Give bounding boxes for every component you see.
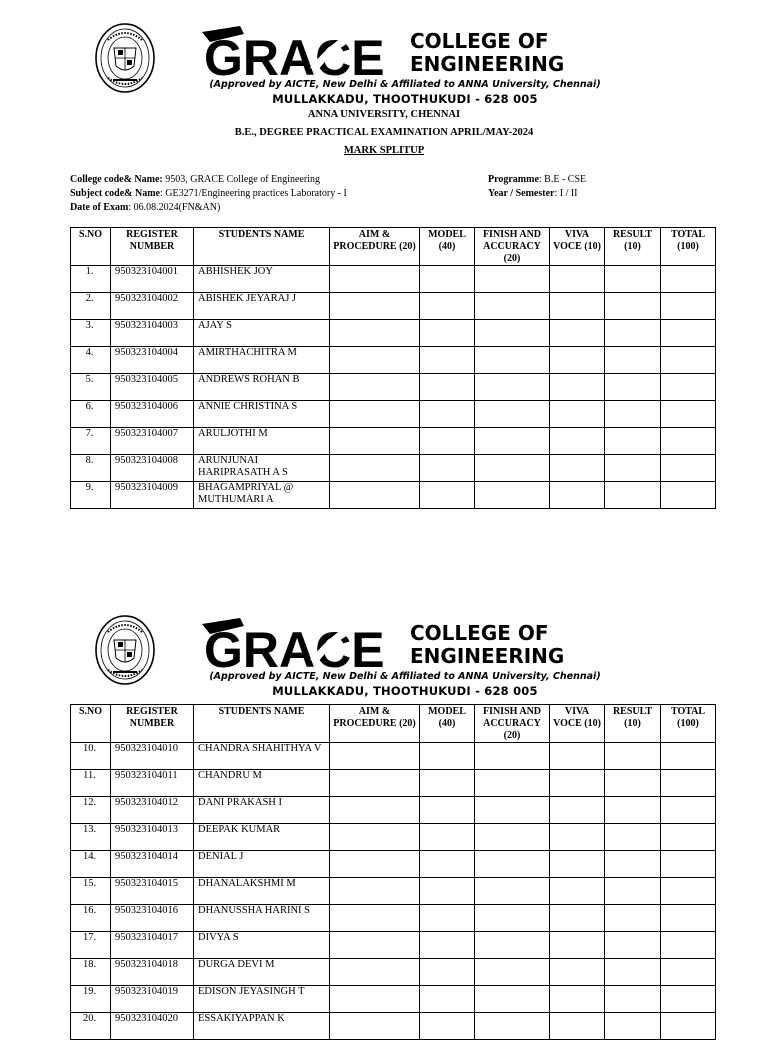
student-name-cell: DEEPAK KUMAR: [194, 824, 330, 851]
register-number-cell: 950323104001: [111, 266, 194, 293]
register-number-cell: 950323104014: [111, 851, 194, 878]
col-viva-voce: VIVA VOCE (10): [550, 228, 605, 266]
finish-accuracy-cell[interactable]: [475, 959, 550, 986]
table-row: [71, 905, 716, 932]
col-aim-procedure: AIM & PROCEDURE (20): [330, 705, 420, 743]
total-cell[interactable]: [661, 455, 716, 482]
sno-cell: 9.: [71, 482, 111, 509]
result-cell[interactable]: [605, 932, 661, 959]
result-cell[interactable]: [605, 455, 661, 482]
subject-info: Subject code& Name: GE3271/Engineering practices Laboratory - I: [70, 188, 347, 199]
college-logo-icon: [200, 22, 610, 78]
student-name-cell: DHANALAKSHMI M: [194, 878, 330, 905]
model-cell[interactable]: [420, 770, 475, 797]
aim-procedure-cell[interactable]: [330, 986, 420, 1013]
viva-voce-cell[interactable]: [550, 851, 605, 878]
register-number-cell: 950323104003: [111, 320, 194, 347]
register-number-cell: 950323104008: [111, 455, 194, 482]
student-name-cell: CHANDRU M: [194, 770, 330, 797]
register-number-cell: 950323104010: [111, 743, 194, 770]
result-cell[interactable]: [605, 293, 661, 320]
student-name-cell: DIVYA S: [194, 932, 330, 959]
table-header-row: [71, 705, 716, 743]
model-cell[interactable]: [420, 851, 475, 878]
result-cell[interactable]: [605, 374, 661, 401]
sno-cell: 5.: [71, 374, 111, 401]
result-cell[interactable]: [605, 770, 661, 797]
total-cell[interactable]: [661, 401, 716, 428]
finish-accuracy-cell[interactable]: [475, 455, 550, 482]
finish-accuracy-cell[interactable]: [475, 293, 550, 320]
mark-table-page-2: [70, 704, 716, 1040]
total-cell[interactable]: [661, 293, 716, 320]
letterhead-page-1: [0, 22, 768, 110]
finish-accuracy-cell[interactable]: [475, 932, 550, 959]
col-viva-voce: VIVA VOCE (10): [550, 705, 605, 743]
model-cell[interactable]: [420, 824, 475, 851]
viva-voce-cell[interactable]: [550, 1013, 605, 1040]
col-result: RESULT (10): [605, 228, 661, 266]
col-students-name: STUDENTS NAME: [194, 705, 330, 743]
approval-line: (Approved by AICTE, New Delhi & Affiliated to ANNA University, Chennai): [209, 671, 601, 682]
finish-accuracy-cell[interactable]: [475, 905, 550, 932]
student-name-cell: ESSAKIYAPPAN K: [194, 1013, 330, 1040]
viva-voce-cell[interactable]: [550, 959, 605, 986]
finish-accuracy-cell[interactable]: [475, 401, 550, 428]
table-row: [71, 878, 716, 905]
model-cell[interactable]: [420, 959, 475, 986]
finish-accuracy-cell[interactable]: [475, 482, 550, 509]
col-sno: S.NO: [71, 228, 111, 266]
col-model: MODEL (40): [420, 705, 475, 743]
total-cell[interactable]: [661, 986, 716, 1013]
result-cell[interactable]: [605, 797, 661, 824]
brand-college-of-text: COLLEGE OF: [410, 29, 549, 53]
finish-accuracy-cell[interactable]: [475, 986, 550, 1013]
finish-accuracy-cell[interactable]: [475, 1013, 550, 1040]
col-total: TOTAL (100): [661, 228, 716, 266]
aim-procedure-cell[interactable]: [330, 374, 420, 401]
aim-procedure-cell[interactable]: [330, 959, 420, 986]
sno-cell: 11.: [71, 770, 111, 797]
brand-grace-text: GRACE: [204, 30, 385, 78]
aim-procedure-cell[interactable]: [330, 401, 420, 428]
viva-voce-cell[interactable]: [550, 266, 605, 293]
result-cell[interactable]: [605, 1013, 661, 1040]
sno-cell: 17.: [71, 932, 111, 959]
aim-procedure-cell[interactable]: [330, 455, 420, 482]
total-cell[interactable]: [661, 851, 716, 878]
viva-voce-cell[interactable]: [550, 455, 605, 482]
address-line: MULLAKKADU, THOOTHUKUDI - 628 005: [272, 92, 538, 106]
model-cell[interactable]: [420, 455, 475, 482]
college-brand: [200, 614, 610, 698]
table-row: [71, 455, 716, 482]
register-number-cell: 950323104020: [111, 1013, 194, 1040]
total-cell[interactable]: [661, 770, 716, 797]
sno-cell: 15.: [71, 878, 111, 905]
register-number-cell: 950323104007: [111, 428, 194, 455]
sno-cell: 4.: [71, 347, 111, 374]
result-cell[interactable]: [605, 986, 661, 1013]
total-cell[interactable]: [661, 905, 716, 932]
aim-procedure-cell[interactable]: [330, 347, 420, 374]
viva-voce-cell[interactable]: [550, 797, 605, 824]
student-name-cell: BHAGAMPRIYAL @ MUTHUMARI A: [194, 482, 330, 509]
total-cell[interactable]: [661, 824, 716, 851]
result-cell[interactable]: [605, 347, 661, 374]
aim-procedure-cell[interactable]: [330, 320, 420, 347]
total-cell[interactable]: [661, 932, 716, 959]
register-number-cell: 950323104016: [111, 905, 194, 932]
total-cell[interactable]: [661, 320, 716, 347]
student-name-cell: DHANUSSHA HARINI S: [194, 905, 330, 932]
register-number-cell: 950323104013: [111, 824, 194, 851]
register-number-cell: 950323104019: [111, 986, 194, 1013]
result-cell[interactable]: [605, 824, 661, 851]
aim-procedure-cell[interactable]: [330, 878, 420, 905]
table-row: [71, 743, 716, 770]
table-header-row: [71, 228, 716, 266]
brand-engineering-text: ENGINEERING: [410, 644, 565, 668]
result-cell[interactable]: [605, 905, 661, 932]
register-number-cell: 950323104009: [111, 482, 194, 509]
finish-accuracy-cell[interactable]: [475, 743, 550, 770]
date-info: Date of Exam: 06.08.2024(FN&AN): [70, 202, 221, 213]
model-cell[interactable]: [420, 743, 475, 770]
table-row: [71, 986, 716, 1013]
table-row: [71, 482, 716, 509]
viva-voce-cell[interactable]: [550, 320, 605, 347]
table-row: [71, 320, 716, 347]
finish-accuracy-cell[interactable]: [475, 266, 550, 293]
model-cell[interactable]: [420, 266, 475, 293]
col-register-number: REGISTER NUMBER: [111, 228, 194, 266]
model-cell[interactable]: [420, 905, 475, 932]
model-cell[interactable]: [420, 320, 475, 347]
table-row: [71, 959, 716, 986]
aim-procedure-cell[interactable]: [330, 797, 420, 824]
total-cell[interactable]: [661, 266, 716, 293]
table-row: [71, 797, 716, 824]
model-cell[interactable]: [420, 986, 475, 1013]
brand-engineering-text: ENGINEERING: [410, 52, 565, 76]
col-aim-procedure: AIM & PROCEDURE (20): [330, 228, 420, 266]
table-row: [71, 347, 716, 374]
col-finish-accuracy: FINISH AND ACCURACY (20): [475, 705, 550, 743]
finish-accuracy-cell[interactable]: [475, 428, 550, 455]
table-row: [71, 401, 716, 428]
register-number-cell: 950323104011: [111, 770, 194, 797]
sno-cell: 3.: [71, 320, 111, 347]
sno-cell: 2.: [71, 293, 111, 320]
aim-procedure-cell[interactable]: [330, 266, 420, 293]
student-name-cell: ABISHEK JEYARAJ J: [194, 293, 330, 320]
student-name-cell: ABHISHEK JOY: [194, 266, 330, 293]
col-finish-accuracy: FINISH AND ACCURACY (20): [475, 228, 550, 266]
finish-accuracy-cell[interactable]: [475, 374, 550, 401]
year-semester-info: Year / Semester: I / II: [488, 188, 578, 199]
table-row: [71, 1013, 716, 1040]
viva-voce-cell[interactable]: [550, 482, 605, 509]
student-name-cell: DENIAL J: [194, 851, 330, 878]
model-cell[interactable]: [420, 401, 475, 428]
aim-procedure-cell[interactable]: [330, 770, 420, 797]
student-name-cell: DANI PRAKASH I: [194, 797, 330, 824]
register-number-cell: 950323104002: [111, 293, 194, 320]
total-cell[interactable]: [661, 482, 716, 509]
register-number-cell: 950323104006: [111, 401, 194, 428]
finish-accuracy-cell[interactable]: [475, 878, 550, 905]
student-name-cell: DURGA DEVI M: [194, 959, 330, 986]
total-cell[interactable]: [661, 797, 716, 824]
table-row: [71, 266, 716, 293]
sno-cell: 12.: [71, 797, 111, 824]
aim-procedure-cell[interactable]: [330, 1013, 420, 1040]
finish-accuracy-cell[interactable]: [475, 851, 550, 878]
sno-cell: 18.: [71, 959, 111, 986]
result-cell[interactable]: [605, 320, 661, 347]
viva-voce-cell[interactable]: [550, 293, 605, 320]
sno-cell: 16.: [71, 905, 111, 932]
sheet-title: MARK SPLITUP: [343, 145, 425, 156]
aim-procedure-cell[interactable]: [330, 743, 420, 770]
model-cell[interactable]: [420, 374, 475, 401]
college-seal-icon: [94, 22, 156, 94]
college-seal-icon: [94, 614, 156, 686]
model-cell[interactable]: [420, 428, 475, 455]
result-cell[interactable]: [605, 482, 661, 509]
finish-accuracy-cell[interactable]: [475, 797, 550, 824]
finish-accuracy-cell[interactable]: [475, 770, 550, 797]
register-number-cell: 950323104012: [111, 797, 194, 824]
viva-voce-cell[interactable]: [550, 347, 605, 374]
col-sno: S.NO: [71, 705, 111, 743]
model-cell[interactable]: [420, 293, 475, 320]
register-number-cell: 950323104004: [111, 347, 194, 374]
total-cell[interactable]: [661, 428, 716, 455]
viva-voce-cell[interactable]: [550, 374, 605, 401]
viva-voce-cell[interactable]: [550, 428, 605, 455]
brand-grace-text: GRACE: [204, 622, 385, 670]
aim-procedure-cell[interactable]: [330, 851, 420, 878]
student-name-cell: AJAY S: [194, 320, 330, 347]
col-result: RESULT (10): [605, 705, 661, 743]
sno-cell: 8.: [71, 455, 111, 482]
student-name-cell: ANDREWS ROHAN B: [194, 374, 330, 401]
sno-cell: 20.: [71, 1013, 111, 1040]
model-cell[interactable]: [420, 932, 475, 959]
total-cell[interactable]: [661, 1013, 716, 1040]
result-cell[interactable]: [605, 878, 661, 905]
total-cell[interactable]: [661, 959, 716, 986]
model-cell[interactable]: [420, 1013, 475, 1040]
college-logo-icon: [200, 614, 610, 670]
table-row: [71, 770, 716, 797]
student-name-cell: ARULJOTHI M: [194, 428, 330, 455]
table-row: [71, 374, 716, 401]
sno-cell: 7.: [71, 428, 111, 455]
model-cell[interactable]: [420, 797, 475, 824]
table-row: [71, 824, 716, 851]
col-total: TOTAL (100): [661, 705, 716, 743]
model-cell[interactable]: [420, 878, 475, 905]
sno-cell: 10.: [71, 743, 111, 770]
register-number-cell: 950323104017: [111, 932, 194, 959]
viva-voce-cell[interactable]: [550, 878, 605, 905]
programme-info: Programme: B.E - CSE: [488, 174, 587, 185]
result-cell[interactable]: [605, 851, 661, 878]
brand-college-of-text: COLLEGE OF: [410, 621, 549, 645]
viva-voce-cell[interactable]: [550, 905, 605, 932]
table-row: [71, 428, 716, 455]
student-name-cell: ARUNJUNAI HARIPRASATH A S: [194, 455, 330, 482]
result-cell[interactable]: [605, 428, 661, 455]
sno-cell: 14.: [71, 851, 111, 878]
sno-cell: 6.: [71, 401, 111, 428]
aim-procedure-cell[interactable]: [330, 482, 420, 509]
table-row: [71, 851, 716, 878]
total-cell[interactable]: [661, 347, 716, 374]
aim-procedure-cell[interactable]: [330, 428, 420, 455]
approval-line: (Approved by AICTE, New Delhi & Affiliated to ANNA University, Chennai): [209, 79, 601, 90]
student-name-cell: ANNIE CHRISTINA S: [194, 401, 330, 428]
register-number-cell: 950323104005: [111, 374, 194, 401]
finish-accuracy-cell[interactable]: [475, 347, 550, 374]
col-students-name: STUDENTS NAME: [194, 228, 330, 266]
register-number-cell: 950323104018: [111, 959, 194, 986]
total-cell[interactable]: [661, 878, 716, 905]
exam-title: B.E., DEGREE PRACTICAL EXAMINATION APRIL/MAY-2024: [234, 127, 534, 138]
aim-procedure-cell[interactable]: [330, 932, 420, 959]
result-cell[interactable]: [605, 401, 661, 428]
register-number-cell: 950323104015: [111, 878, 194, 905]
viva-voce-cell[interactable]: [550, 986, 605, 1013]
address-line: MULLAKKADU, THOOTHUKUDI - 628 005: [272, 684, 538, 698]
table-row: [71, 293, 716, 320]
college-brand: [200, 22, 610, 106]
student-name-cell: AMIRTHACHITRA M: [194, 347, 330, 374]
sno-cell: 1.: [71, 266, 111, 293]
result-cell[interactable]: [605, 743, 661, 770]
finish-accuracy-cell[interactable]: [475, 824, 550, 851]
col-register-number: REGISTER NUMBER: [111, 705, 194, 743]
total-cell[interactable]: [661, 743, 716, 770]
viva-voce-cell[interactable]: [550, 932, 605, 959]
sno-cell: 19.: [71, 986, 111, 1013]
col-model: MODEL (40): [420, 228, 475, 266]
aim-procedure-cell[interactable]: [330, 293, 420, 320]
aim-procedure-cell[interactable]: [330, 905, 420, 932]
viva-voce-cell[interactable]: [550, 743, 605, 770]
letterhead-page-2: [0, 614, 768, 702]
sno-cell: 13.: [71, 824, 111, 851]
aim-procedure-cell[interactable]: [330, 824, 420, 851]
finish-accuracy-cell[interactable]: [475, 320, 550, 347]
model-cell[interactable]: [420, 482, 475, 509]
result-cell[interactable]: [605, 959, 661, 986]
viva-voce-cell[interactable]: [550, 401, 605, 428]
student-name-cell: CHANDRA SHAHITHYA V: [194, 743, 330, 770]
total-cell[interactable]: [661, 374, 716, 401]
student-name-cell: EDISON JEYASINGH T: [194, 986, 330, 1013]
mark-table-page-1: [70, 227, 716, 509]
viva-voce-cell[interactable]: [550, 770, 605, 797]
college-info: College code& Name: 9503, GRACE College of Engineering: [70, 174, 320, 185]
viva-voce-cell[interactable]: [550, 824, 605, 851]
result-cell[interactable]: [605, 266, 661, 293]
model-cell[interactable]: [420, 347, 475, 374]
table-row: [71, 932, 716, 959]
university-name: ANNA UNIVERSITY, CHENNAI: [307, 109, 461, 120]
